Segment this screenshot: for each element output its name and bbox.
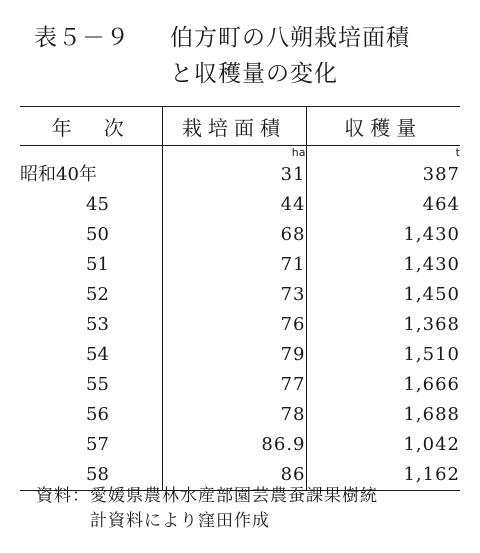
table-row bbox=[20, 400, 460, 430]
row-area: 86 bbox=[162, 460, 306, 491]
source-note-line-2: 計資料により窪田作成 bbox=[90, 511, 270, 531]
row-harvest: 1,688 bbox=[306, 400, 460, 430]
row-harvest: 1,430 bbox=[306, 250, 460, 280]
source-note-line-1: 資料：愛媛県農林水産部園芸農蚕課果樹統 bbox=[36, 486, 378, 506]
unit-area: ha bbox=[162, 146, 306, 161]
title-line-2: と収穫量の変化 bbox=[170, 61, 338, 87]
row-year: 45 bbox=[86, 194, 109, 215]
row-area: 44 bbox=[162, 190, 306, 220]
row-area: 78 bbox=[162, 400, 306, 430]
table-title bbox=[34, 20, 464, 92]
table-row bbox=[20, 250, 460, 280]
row-area: 77 bbox=[162, 370, 306, 400]
row-harvest: 464 bbox=[306, 190, 460, 220]
row-harvest: 1,510 bbox=[306, 340, 460, 370]
unit-harvest: t bbox=[306, 146, 460, 161]
source-note bbox=[36, 484, 456, 534]
row-year: 54 bbox=[86, 344, 109, 365]
row-harvest: 1,368 bbox=[306, 310, 460, 340]
table-row bbox=[20, 220, 460, 250]
table-row bbox=[20, 370, 460, 400]
row-year: 58 bbox=[86, 464, 109, 485]
data-table bbox=[20, 106, 460, 491]
header-year: 年 次 bbox=[20, 107, 162, 146]
row-year: 52 bbox=[86, 284, 109, 305]
table-row bbox=[20, 430, 460, 460]
table-header bbox=[20, 107, 460, 146]
row-area: 86.9 bbox=[162, 430, 306, 460]
header-harvest: 収穫量 bbox=[306, 107, 460, 146]
row-area: 68 bbox=[162, 220, 306, 250]
row-harvest: 1,666 bbox=[306, 370, 460, 400]
row-area: 73 bbox=[162, 280, 306, 310]
row-year: 56 bbox=[86, 404, 109, 425]
header-area: 栽培面積 bbox=[162, 107, 306, 146]
row-year: 51 bbox=[86, 254, 109, 275]
row-year: 57 bbox=[86, 434, 109, 455]
table-row bbox=[20, 340, 460, 370]
row-harvest: 1,430 bbox=[306, 220, 460, 250]
row-area: 76 bbox=[162, 310, 306, 340]
table-body bbox=[20, 146, 460, 491]
row-harvest: 1,042 bbox=[306, 430, 460, 460]
row-harvest: 387 bbox=[306, 160, 460, 190]
row-year: 50 bbox=[86, 224, 109, 245]
row-area: 79 bbox=[162, 340, 306, 370]
table-row bbox=[20, 280, 460, 310]
row-area: 31 bbox=[162, 160, 306, 190]
row-area: 71 bbox=[162, 250, 306, 280]
row-harvest: 1,450 bbox=[306, 280, 460, 310]
unit-row bbox=[20, 146, 460, 161]
row-harvest: 1,162 bbox=[306, 460, 460, 491]
table-row bbox=[20, 160, 460, 190]
table-number: 表５－９ bbox=[34, 25, 130, 51]
table-row bbox=[20, 310, 460, 340]
row-year: 昭和40年 bbox=[20, 164, 97, 185]
row-year: 55 bbox=[86, 374, 109, 395]
title-line-1: 伯方町の八朔栽培面積 bbox=[170, 25, 410, 51]
table-row bbox=[20, 190, 460, 220]
row-year: 53 bbox=[86, 314, 109, 335]
